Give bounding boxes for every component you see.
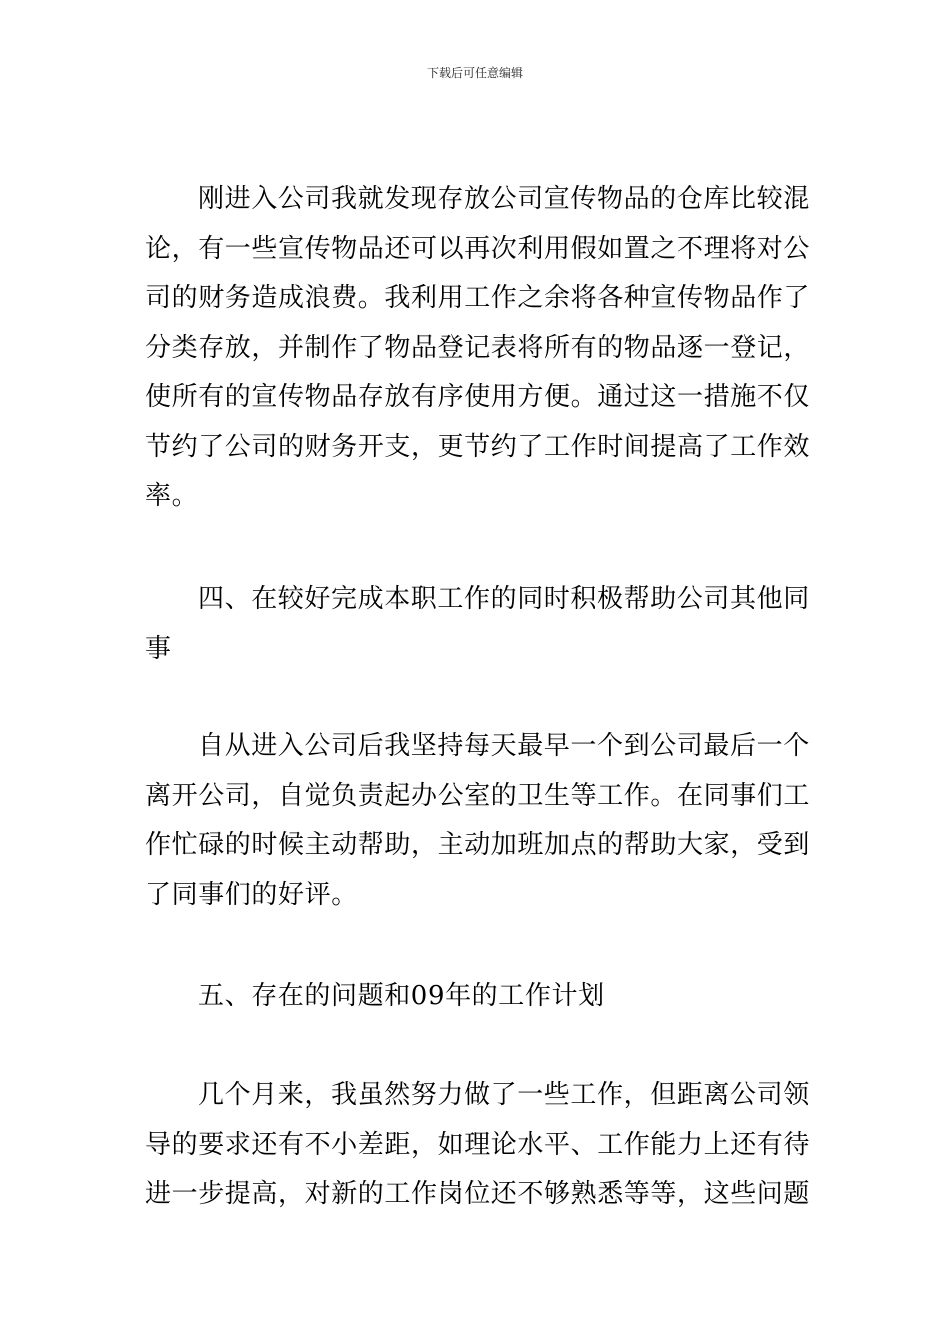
paragraph-line: 使所有的宣传物品存放有序使用方便。通过这一措施不仅 <box>145 382 811 412</box>
paragraph-line: 离开公司，自觉负责起办公室的卫生等工作。在同事们工 <box>145 780 811 811</box>
heading-line: 事 <box>145 633 172 664</box>
paragraph-line: 司的财务造成浪费。我利用工作之余将各种宣传物品作了 <box>145 283 811 313</box>
paragraph-line: 分类存放，并制作了物品登记表将所有的物品逐一登记， <box>145 332 811 363</box>
paragraph-problems <box>145 1071 810 1220</box>
paragraph-line: 论，有一些宣传物品还可以再次利用假如置之不理将对公 <box>145 233 811 264</box>
paragraph-line: 刚进入公司我就发现存放公司宣传物品的仓库比较混 <box>198 184 810 214</box>
paragraph-line: 率。 <box>145 481 199 511</box>
paragraph-line: 作忙碌的时候主动帮助，主动加班加点的帮助大家，受到 <box>145 830 811 860</box>
paragraph-helping <box>145 722 810 920</box>
paragraph-warehouse <box>145 175 810 522</box>
heading-line: 四、在较好完成本职工作的同时积极帮助公司其他同 <box>198 584 810 614</box>
section-heading-4 <box>145 575 810 674</box>
paragraph-line: 几个月来，我虽然努力做了一些工作，但距离公司领 <box>198 1080 810 1110</box>
paragraph-line: 了同事们的好评。 <box>145 879 358 910</box>
page-header: 下载后可任意编辑 <box>426 66 523 80</box>
section-heading-5 <box>145 972 810 1022</box>
paragraph-line: 导的要求还有不小差距，如理论水平、工作能力上还有待 <box>145 1129 811 1160</box>
paragraph-line: 节约了公司的财务开支，更节约了工作时间提高了工作效 <box>145 431 811 462</box>
paragraph-line: 进一步提高，对新的工作岗位还不够熟悉等等，这些问题 <box>145 1179 811 1209</box>
paragraph-line: 自从进入公司后我坚持每天最早一个到公司最后一个 <box>198 731 810 761</box>
heading-line: 五、存在的问题和09年的工作计划 <box>198 981 605 1011</box>
